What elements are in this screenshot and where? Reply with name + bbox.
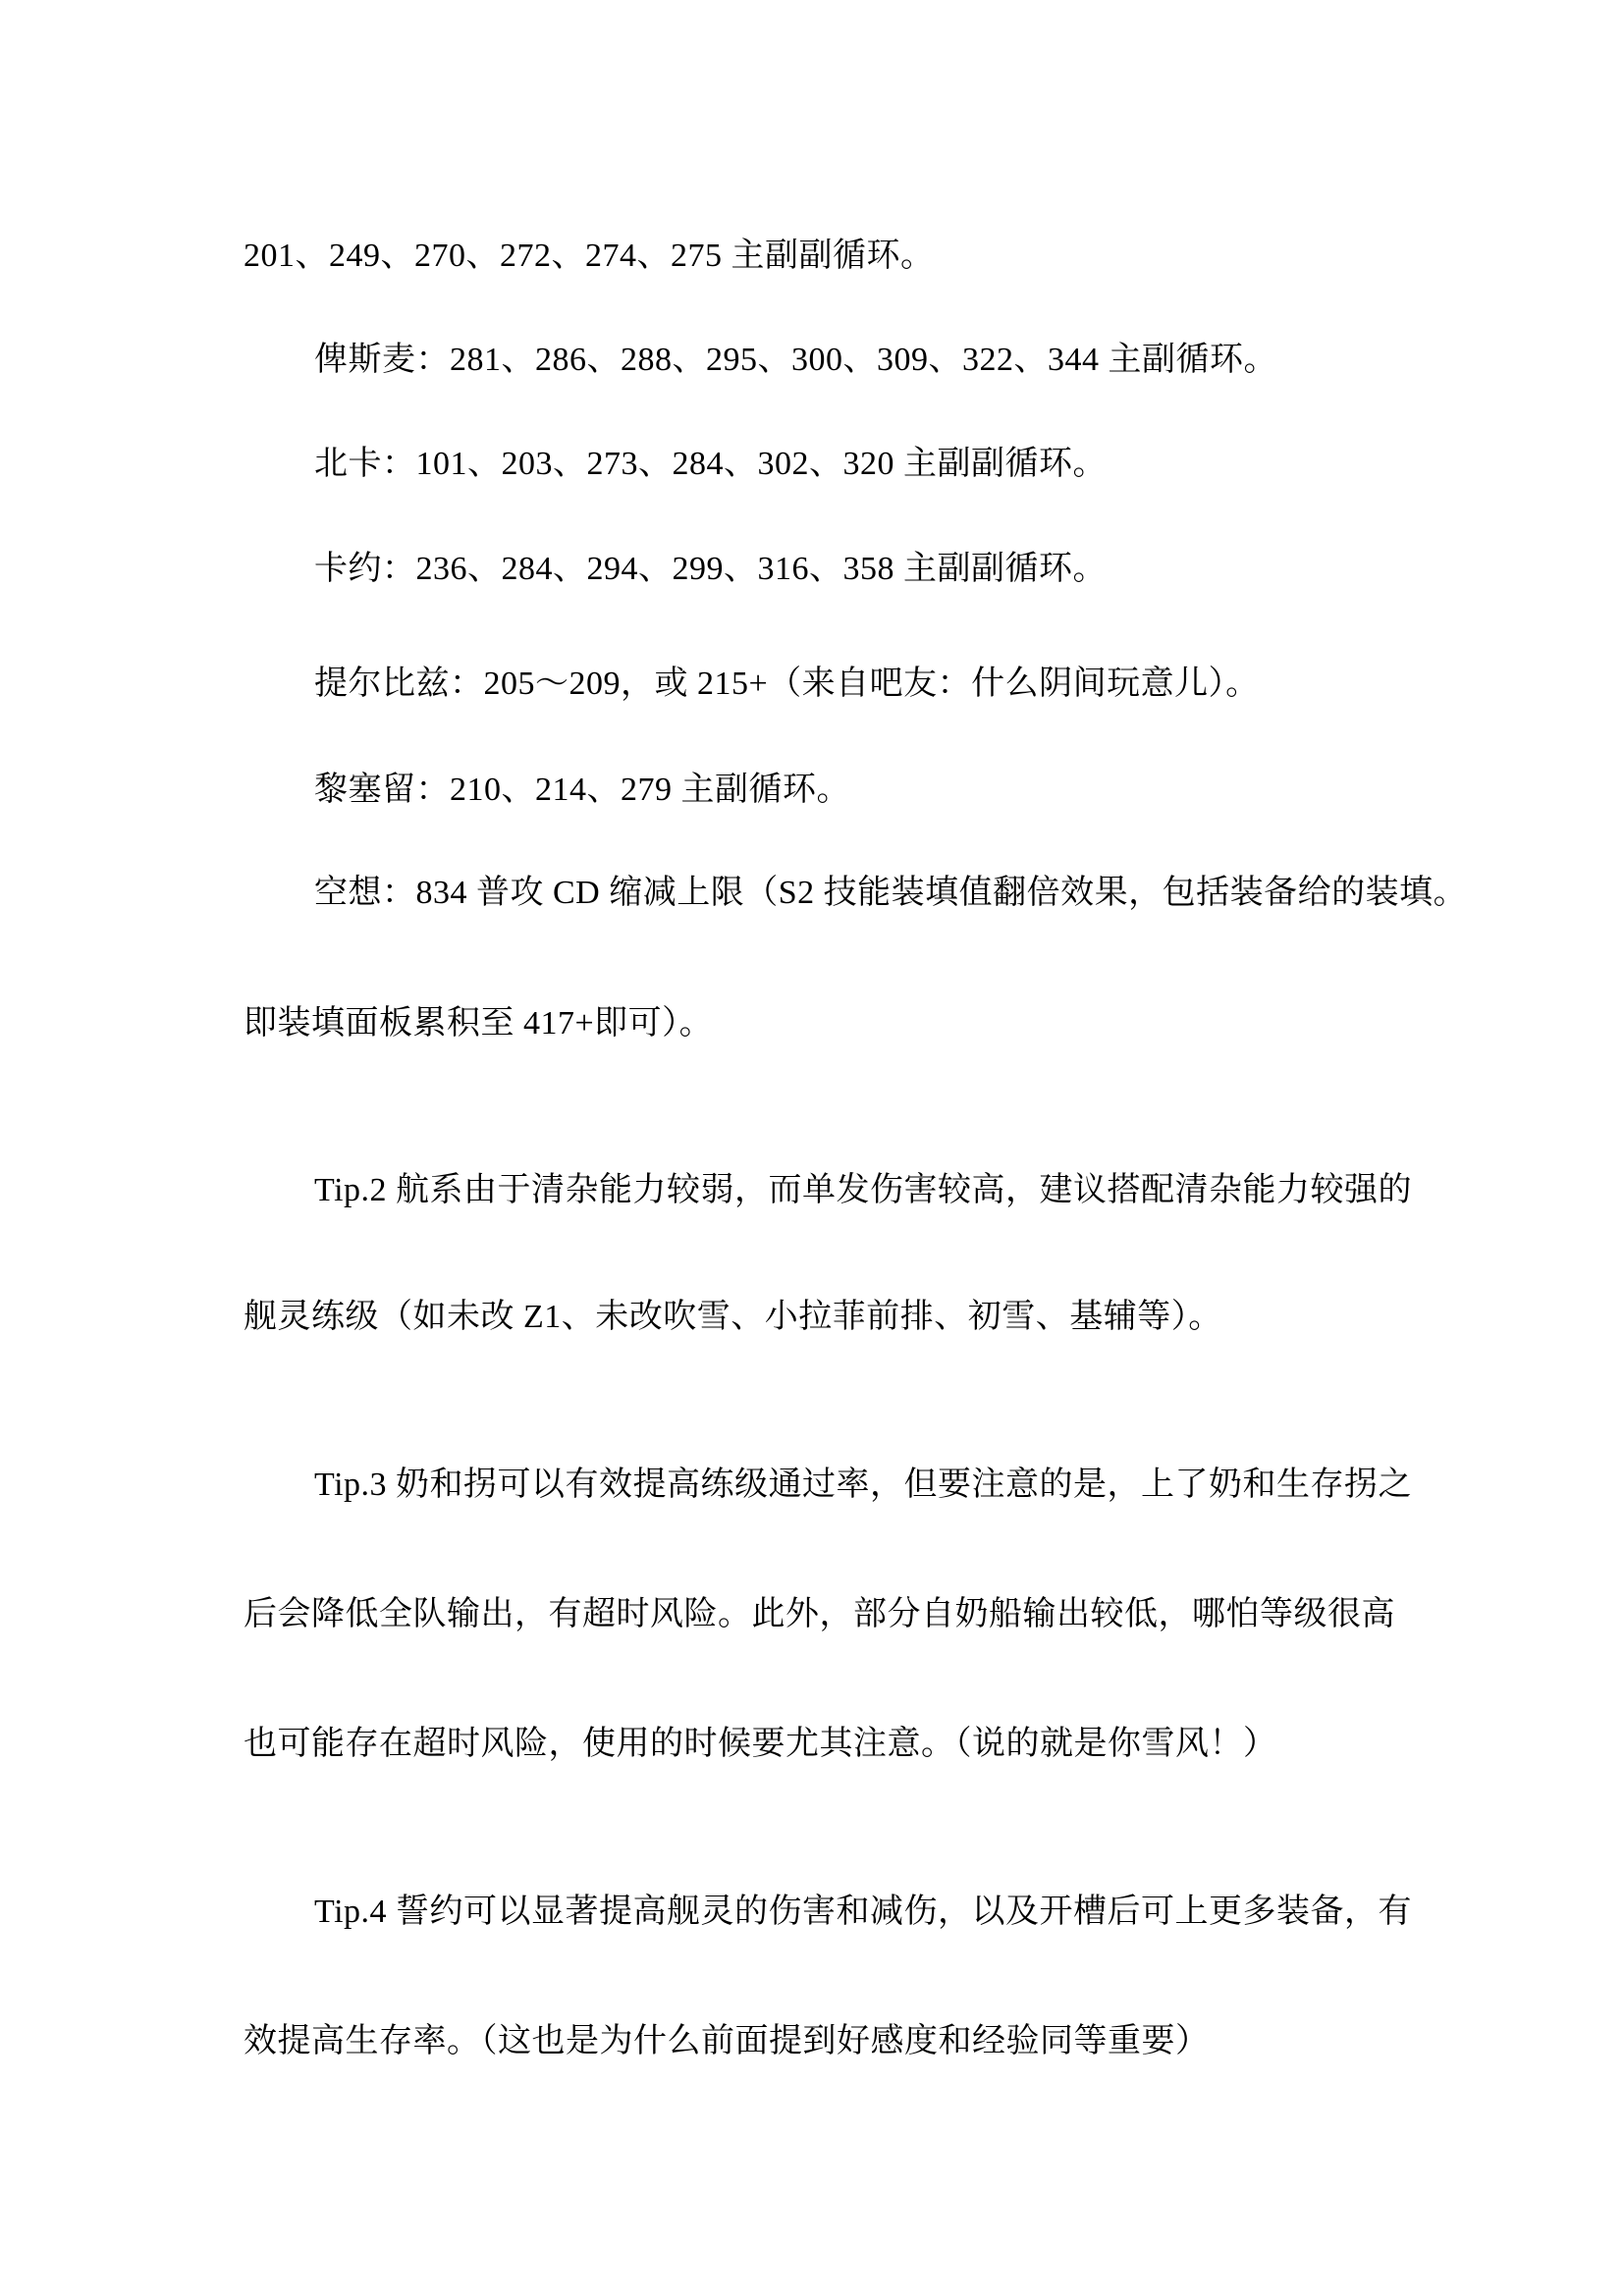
document-text-line: 北卡：101、203、273、284、302、320 主副副循环。 <box>314 446 1107 482</box>
document-text-line: Tip.3 奶和拐可以有效提高练级通过率，但要注意的是，上了奶和生存拐之 <box>314 1467 1413 1503</box>
document-text-line: Tip.2 航系由于清杂能力较弱，而单发伤害较高，建议搭配清杂能力较强的 <box>314 1172 1413 1208</box>
document-text-line: 空想：834 普攻 CD 缩减上限（S2 技能装填值翻倍效果，包括装备给的装填。 <box>314 875 1468 911</box>
document-text-line: 也可能存在超时风险，使用的时候要尤其注意。（说的就是你雪风！） <box>244 1726 1277 1762</box>
document-text-line: 即装填面板累积至 417+即可）。 <box>244 1005 714 1041</box>
document-text-line: 俾斯麦：281、286、288、295、300、309、322、344 主副循环。 <box>314 342 1277 378</box>
document-text-line: 黎塞留：210、214、279 主副循环。 <box>314 772 850 808</box>
document-text-line: 卡约：236、284、294、299、316、358 主副副循环。 <box>314 551 1107 587</box>
document-text-line: 后会降低全队输出，有超时风险。此外，部分自奶船输出较低，哪怕等级很高 <box>244 1596 1395 1632</box>
document-text-line: 提尔比兹：205～209，或 215+（来自吧友：什么阴间玩意儿）。 <box>314 666 1260 702</box>
document-text-line: 201、249、270、272、274、275 主副副循环。 <box>244 238 935 274</box>
document-text-line: 效提高生存率。（这也是为什么前面提到好感度和经验同等重要） <box>244 2023 1210 2059</box>
document-text-line: 舰灵练级（如未改 Z1、未改吹雪、小拉菲前排、初雪、基辅等）。 <box>244 1299 1222 1335</box>
document-text-line: Tip.4 誓约可以显著提高舰灵的伤害和减伤，以及开槽后可上更多装备，有 <box>314 1894 1413 1930</box>
